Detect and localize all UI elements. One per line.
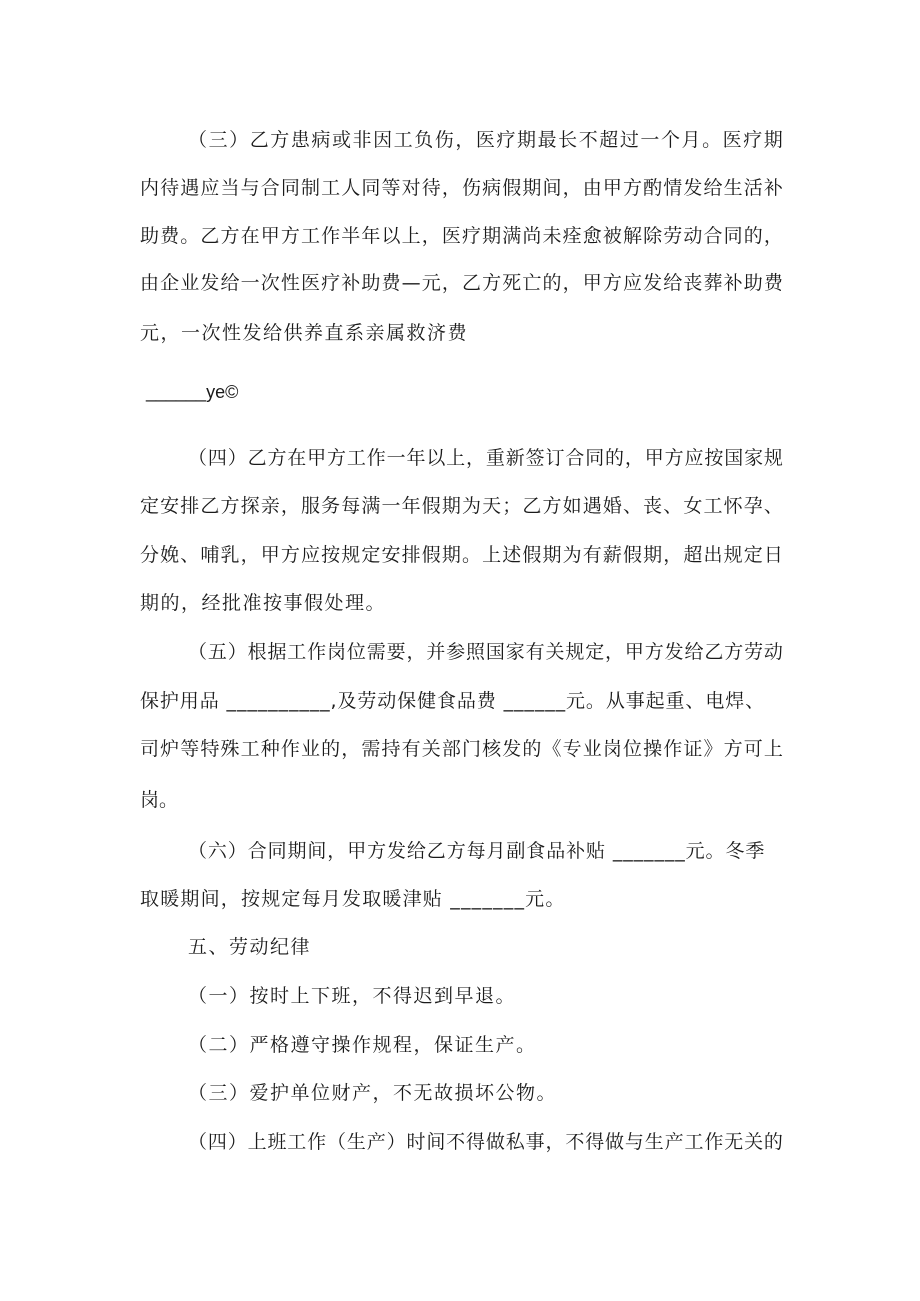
text-line: 定 安 排 乙 方 探 亲 ， 服 务 每 满 一 年 假 期 为 天 ； 乙 方 如 遇 婚 、 丧 、 女 工 怀 孕 、 [140, 495, 783, 517]
text-line: 期的，经批准按事假处理。 [140, 592, 387, 614]
text-line: （ 四 ） 上 班 工 作 （ 生 产 ） 时 间 不 得 做 私 事 ， 不 得 做 与 生 产 工 作 无 关 的 [188, 1131, 783, 1153]
section-heading: 五、劳动纪律 [188, 936, 312, 958]
text-line: 内 待 遇 应 当 与 合 同 制 工 人 同 等 对 待 ， 伤 病 假 期 间 ， 由 甲 方 酌 情 发 给 生 活 补 [140, 177, 783, 199]
text-line: 分 娩 、 哺 乳 ， 甲 方 应 按 规 定 安 排 假 期 。 上 述 假 期 为 有 薪 假 期 ， 超 出 规 定 日 [140, 544, 783, 566]
text-line: 保护用品 __________,及劳动保健食品费 ______元。从事起重、电焊、 [140, 690, 766, 712]
text-line: 元，一次性发给供养直系亲属救济费 [140, 322, 469, 344]
signature-blank: ______ye© [146, 382, 239, 402]
text-line: （三）爱护单位财产，不无故损坏公物。 [188, 1082, 558, 1104]
text-line: （六）合同期间，甲方发给乙方每月副食品补贴 _______元。冬季 [188, 840, 766, 862]
text-line: （ 三 ） 乙 方 患 病 或 非 因 工 负 伤 ， 医 疗 期 最 长 不 超 过 一 个 月 。 医 疗 期 [188, 129, 783, 151]
text-line: 助 费 。 乙 方 在 甲 方 工 作 半 年 以 上 ， 医 疗 期 满 尚 未 痊 愈 被 解 除 劳 动 合 同 的 ， [140, 225, 783, 247]
text-line: （ 四 ） 乙 方 在 甲 方 工 作 一 年 以 上 ， 重 新 签 订 合 同 的 ， 甲 方 应 按 国 家 规 [188, 447, 783, 469]
text-line: （ 五 ） 根 据 工 作 岗 位 需 要 ， 并 参 照 国 家 有 关 规 定 ， 甲 方 发 给 乙 方 劳 动 [188, 641, 783, 663]
text-line: 取暖期间，按规定每月发取暖津贴 _______元。 [140, 888, 566, 910]
text-line: （二）严格遵守操作规程，保证生产。 [188, 1034, 537, 1056]
text-line: （一）按时上下班，不得迟到早退。 [188, 985, 517, 1007]
text-line: 司 炉 等 特 殊 工 种 作 业 的 ， 需 持 有 关 部 门 核 发 的 《 专 业 岗 位 操 作 证 》 方 可 上 [140, 738, 783, 760]
text-line: 由 企 业 发 给 一 次 性 医 疗 补 助 费 — 元 ， 乙 方 死 亡 的 ， 甲 方 应 发 给 丧 葬 补 助 费 [140, 272, 783, 294]
text-line: 岗。 [140, 789, 179, 811]
